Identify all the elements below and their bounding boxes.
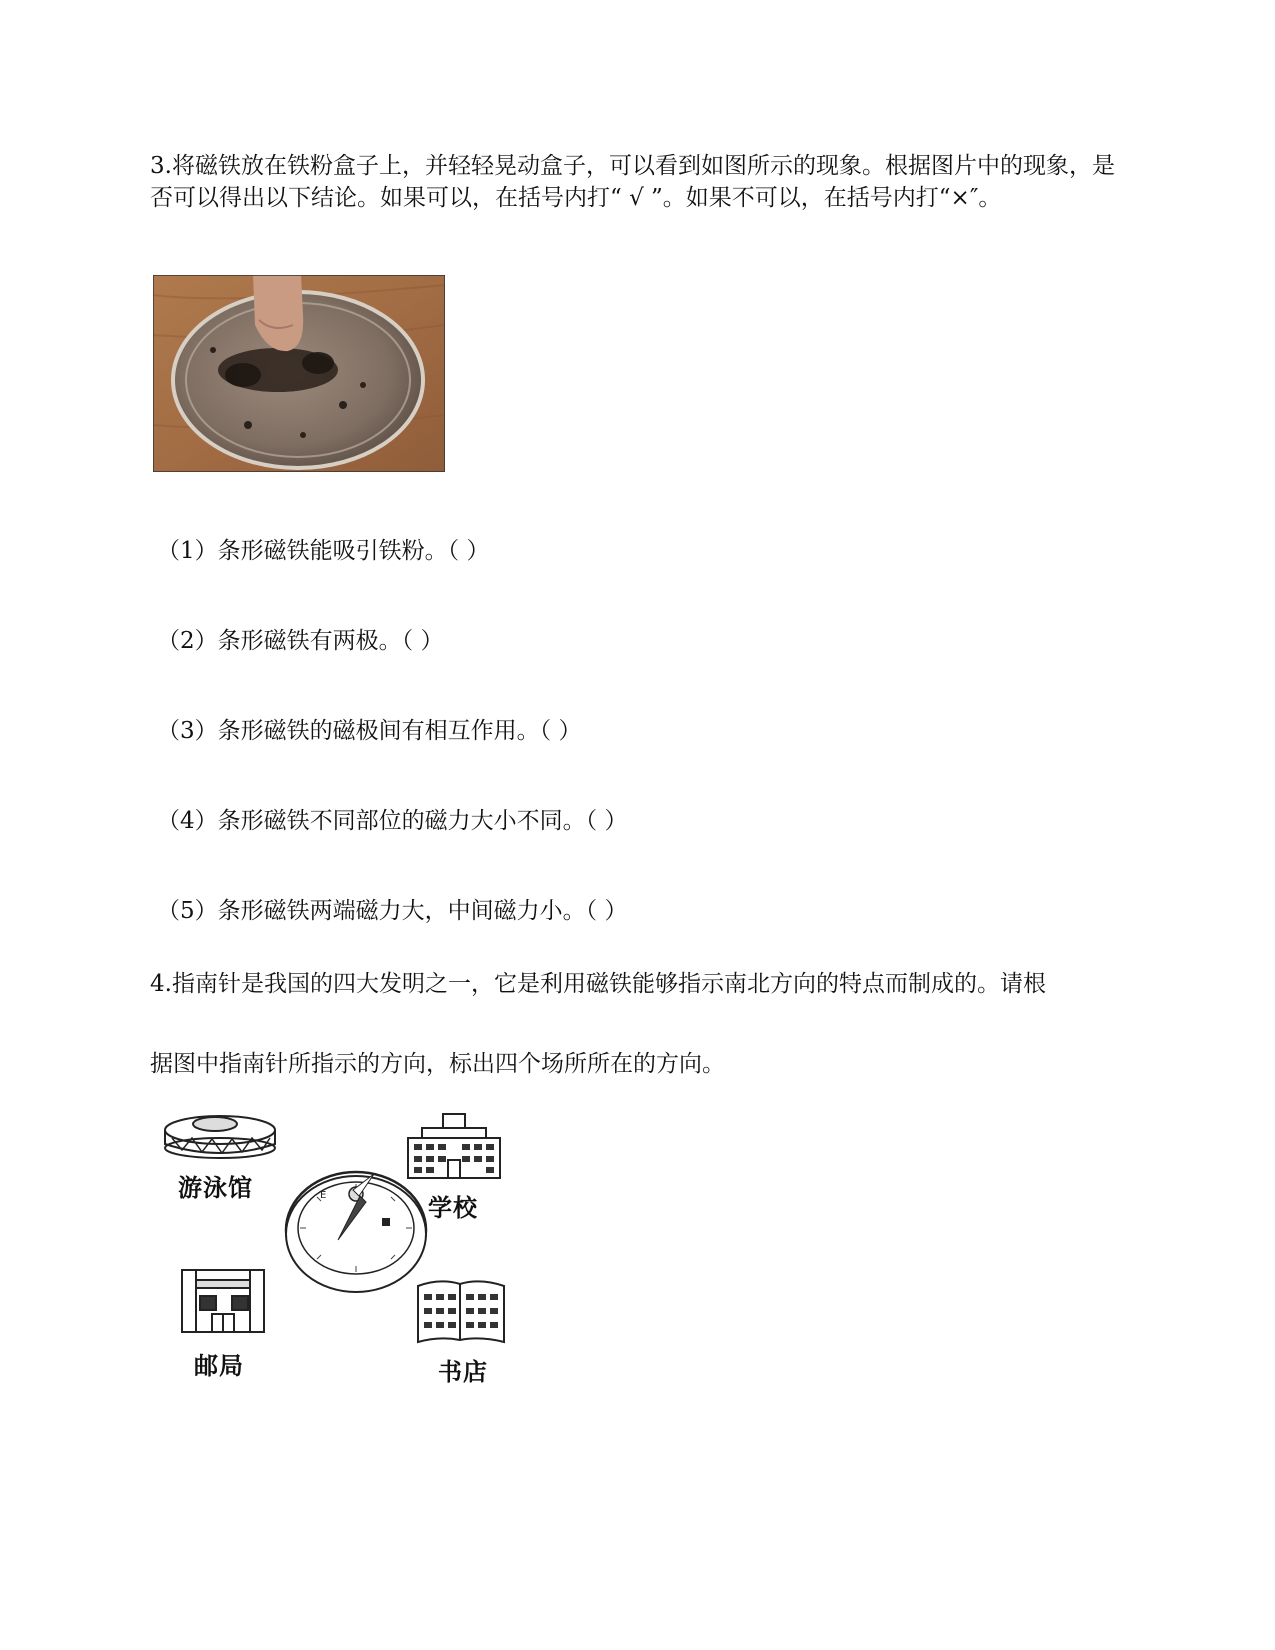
bookstore-icon [418,1281,504,1342]
question-4-text-line-1: 4.指南针是我国的四大发明之一，它是利用磁铁能够指示南北方向的特点而制成的。请根 [150,971,1046,997]
question-3-item-5: （5）条形磁铁两端磁力大，中间磁力小。（ ） [157,898,628,924]
compass-direction-map [160,1110,550,1450]
post-office-icon [182,1270,264,1332]
svg-text:E: E [320,1190,327,1201]
post-office-label: 邮局 [194,1352,244,1380]
school-building-icon [408,1114,500,1178]
swimming-pool-label: 游泳馆 [178,1174,253,1202]
swimming-pool-icon [165,1116,275,1158]
question-3-item-1: （1）条形磁铁能吸引铁粉。（ ） [157,538,490,564]
magnet-iron-filings-photo [153,275,445,472]
school-label: 学校 [428,1194,478,1222]
compass-icon [286,1172,426,1292]
question-3-text: 3.将磁铁放在铁粉盒子上，并轻轻晃动盒子，可以看到如图所示的现象。根据图片中的现象，是否可以得出以下结论。如果可以，在括号内打“ √ ”。如果不可以，在括号内打“×″。 [150,153,1115,211]
question-3-item-2: （2）条形磁铁有两极。（ ） [157,628,444,654]
bookstore-label: 书店 [438,1358,488,1386]
question-3-item-3: （3）条形磁铁的磁极间有相互作用。（ ） [157,718,582,744]
question-4-text-line-2: 据图中指南针所指示的方向，标出四个场所所在的方向。 [150,1051,725,1077]
question-3-item-4: （4）条形磁铁不同部位的磁力大小不同。（ ） [157,808,628,834]
